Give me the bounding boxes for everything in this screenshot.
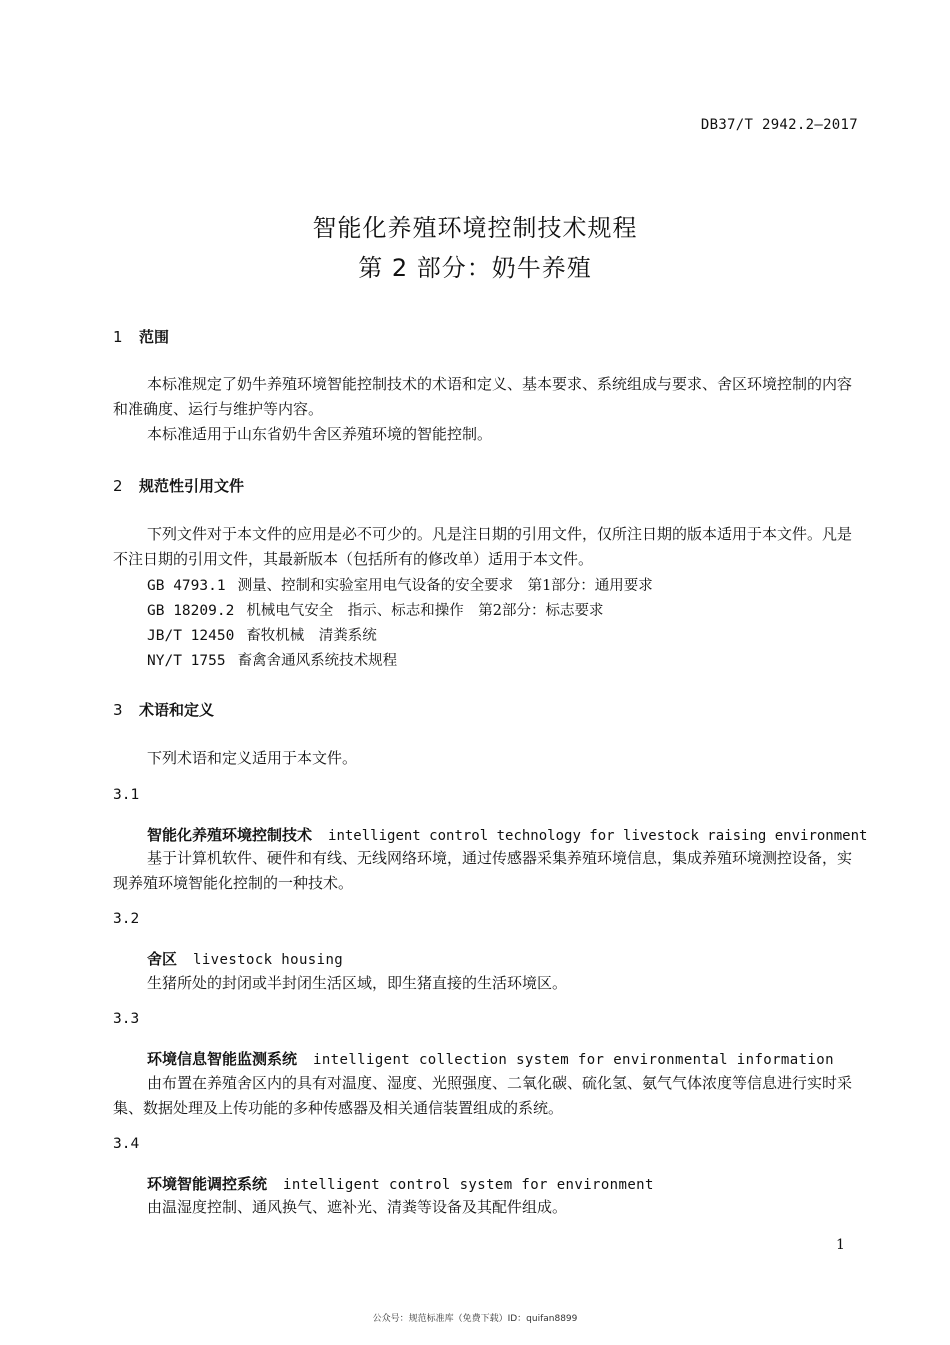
section-number: 2 (113, 477, 123, 495)
term-number: 3.1 (113, 787, 140, 803)
term-chinese: 环境智能调控系统 (147, 1175, 268, 1193)
section-number: 1 (113, 328, 123, 346)
term-entry (147, 948, 343, 969)
term-definition: 基于计算机软件、硬件和有线、无线网络环境，通过传感器采集养殖环境信息，集成养殖环境测控设备，实现养殖环境智能化控制的一种技术。 (113, 849, 853, 892)
reference-item (147, 649, 397, 670)
term-number: 3.2 (113, 911, 140, 927)
document-title: 智能化养殖环境控制技术规程 (312, 214, 638, 242)
term-number: 3.4 (113, 1136, 140, 1152)
term-definition: 由布置在养殖舍区内的具有对温度、湿度、光照强度、二氧化碳、硫化氢、氨气气体浓度等信息进行实时采集、数据处理及上传功能的多种传感器及相关通信装置组成的系统。 (113, 1074, 853, 1117)
footer-note: 公众号：规范标准库（免费下载）ID：quifan8899 (372, 1314, 578, 1324)
section-3-intro: 下列术语和定义适用于本文件。 (147, 749, 358, 767)
reference-item (147, 624, 377, 645)
section-title: 范围 (139, 328, 170, 346)
term-chinese: 环境信息智能监测系统 (147, 1050, 298, 1068)
term-english: intelligent collection system for environmental information (313, 1052, 834, 1068)
section-title: 术语和定义 (139, 701, 215, 719)
reference-item (147, 574, 653, 595)
term-definition: 生猪所处的封闭或半封闭生活区域，即生猪直接的生活环境区。 (147, 974, 568, 992)
section-1-paragraph-1: 本标准规定了奶牛养殖环境智能控制技术的术语和定义、基本要求、系统组成与要求、舍区环境控制的内容和准确度、运行与维护等内容。 (113, 375, 853, 418)
section-1-paragraph-2: 本标准适用于山东省奶牛舍区养殖环境的智能控制。 (147, 425, 493, 443)
section-2-heading (113, 475, 244, 496)
reference-item (147, 599, 604, 620)
document-subtitle: 第 2 部分：奶牛养殖 (358, 254, 592, 282)
term-chinese: 舍区 (147, 950, 178, 968)
term-number: 3.3 (113, 1011, 140, 1027)
section-number: 3 (113, 701, 123, 719)
reference-title: 机械电气安全 指示、标志和操作 第2部分：标志要求 (246, 603, 604, 619)
reference-code: JB/T 12450 (147, 628, 235, 644)
term-english: intelligent control system for environment (283, 1177, 654, 1193)
section-title: 规范性引用文件 (139, 477, 245, 495)
term-entry (147, 824, 867, 845)
reference-code: GB 18209.2 (147, 603, 235, 619)
term-entry (147, 1173, 654, 1194)
term-chinese: 智能化养殖环境控制技术 (147, 826, 313, 844)
section-3-heading (113, 699, 214, 720)
reference-code: NY/T 1755 (147, 653, 226, 669)
reference-title: 畜牧机械 清粪系统 (246, 628, 377, 644)
term-entry (147, 1048, 834, 1069)
section-1-heading (113, 326, 169, 347)
term-definition: 由温湿度控制、通风换气、遮补光、清粪等设备及其配件组成。 (147, 1198, 568, 1216)
page-number: 1 (836, 1237, 845, 1253)
reference-code: GB 4793.1 (147, 578, 226, 594)
reference-title: 畜禽舍通风系统技术规程 (237, 653, 398, 669)
term-english: livestock housing (193, 952, 344, 968)
term-english: intelligent control technology for livestock raising environment (328, 828, 868, 844)
reference-title: 测量、控制和实验室用电气设备的安全要求 第1部分：通用要求 (237, 578, 653, 594)
section-2-paragraph-1: 下列文件对于本文件的应用是必不可少的。凡是注日期的引用文件，仅所注日期的版本适用于本文件。凡是不注日期的引用文件，其最新版本（包括所有的修改单）适用于本文件。 (113, 525, 853, 568)
standard-number: DB37/T 2942.2—2017 (700, 117, 858, 133)
